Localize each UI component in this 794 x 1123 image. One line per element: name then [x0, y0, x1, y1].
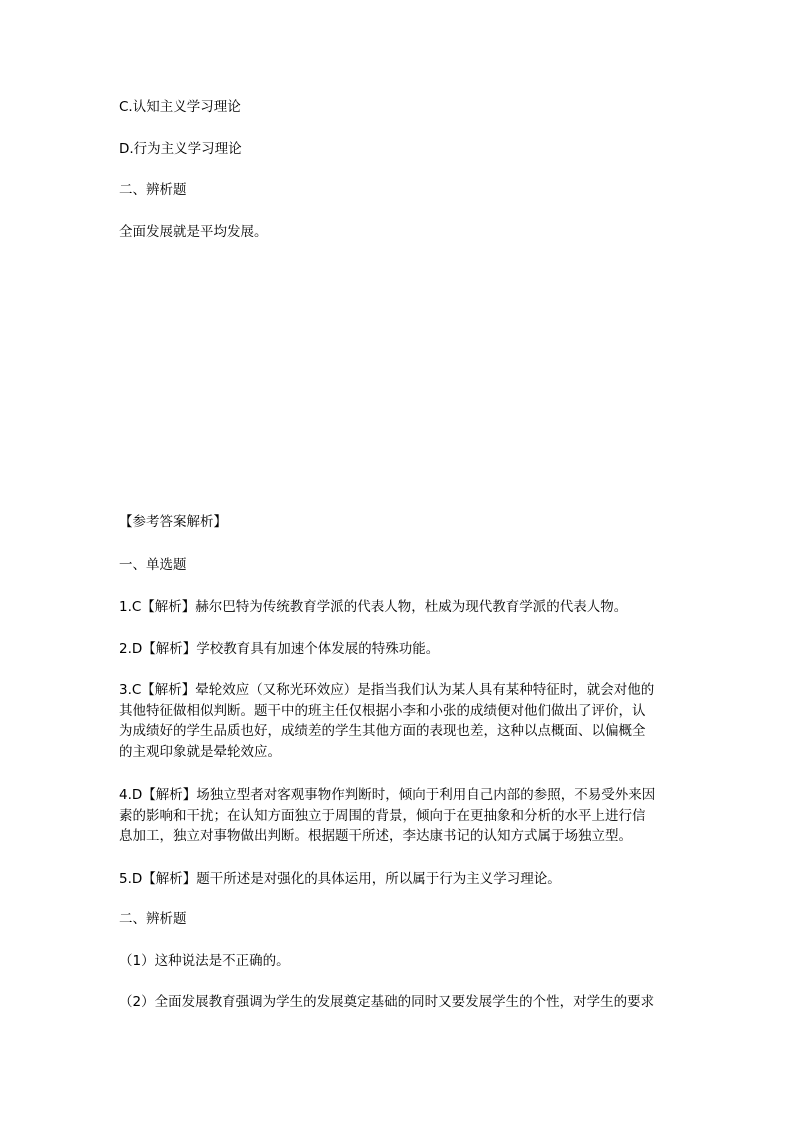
answer-3-line: 为成绩好的学生品质也好，成绩差的学生其他方面的表现也差，这种以点概面、以偏概全	[119, 723, 646, 739]
answer-heading: 【参考答案解析】	[119, 514, 227, 530]
answer-4	[119, 785, 679, 847]
option-c: C.认知主义学习理论	[119, 99, 241, 115]
answer-5: 5.D【解析】题干所述是对强化的具体运用，所以属于行为主义学习理论。	[119, 871, 561, 887]
answer-3-line: 的主观印象就是晕轮效应。	[119, 743, 281, 760]
discrimination-answer-1: （1）这种说法是不正确的。	[119, 953, 290, 969]
answer-3-line: 其他特征做相似判断。题干中的班主任仅根据小李和小张的成绩便对他们做出了评价，认	[119, 702, 646, 719]
discrimination-answer-2: （2）全面发展教育强调为学生的发展奠定基础的同时又要发展学生的个性，对学生的要求	[119, 994, 655, 1010]
option-d: D.行为主义学习理论	[119, 141, 242, 157]
discrimination-question: 全面发展就是平均发展。	[119, 224, 268, 240]
section-heading-single-choice: 一、单选题	[119, 557, 187, 573]
section-heading-discrimination-answer: 二、辨析题	[119, 911, 187, 927]
answer-4-line: 4.D【解析】场独立型者对客观事物作判断时，倾向于利用自己内部的参照，不易受外来因	[119, 787, 656, 803]
answer-3-line: 3.C【解析】晕轮效应（又称光环效应）是指当我们认为某人具有某种特征时，就会对他的	[119, 682, 655, 698]
answer-4-line: 息加工，独立对事物做出判断。根据题干所述，李达康书记的认知方式属于场独立型。	[119, 828, 632, 844]
answer-3	[119, 680, 679, 762]
section-heading-discrimination: 二、辨析题	[119, 182, 187, 198]
answer-1: 1.C【解析】赫尔巴特为传统教育学派的代表人物，杜威为现代教育学派的代表人物。	[119, 599, 628, 615]
answer-4-line: 素的影响和干扰；在认知方面独立于周围的背景，倾向于在更抽象和分析的水平上进行信	[119, 807, 646, 824]
answer-2: 2.D【解析】学校教育具有加速个体发展的特殊功能。	[119, 641, 440, 657]
